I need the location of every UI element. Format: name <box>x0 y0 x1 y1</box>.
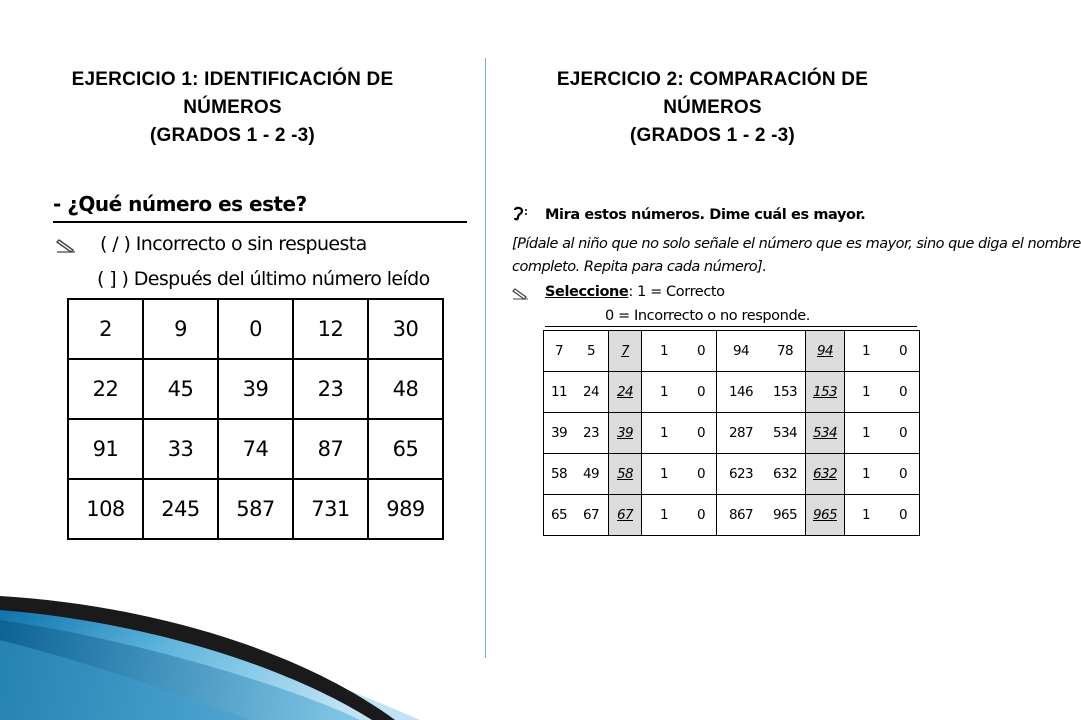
exercise2-select-legend <box>545 284 725 300</box>
exercise2-instruction-line1: [Pídale al niño que no solo señale el número que es mayor, sino que diga el nombre <box>512 236 1081 252</box>
number-cell: 91 <box>68 419 143 479</box>
number-cell: 9 <box>143 299 218 359</box>
table-cell: 623 <box>717 454 766 495</box>
number-cell: 12 <box>293 299 368 359</box>
select-option-correct: : 1 = Correcto <box>628 284 725 300</box>
table-cell: 287 <box>717 413 766 454</box>
table-cell: 153 <box>765 372 806 413</box>
table-cell: 146 <box>717 372 766 413</box>
pencil-icon <box>57 238 77 254</box>
table-row <box>68 359 443 419</box>
table-cell: 7 <box>544 331 575 372</box>
table-cell: 1 <box>642 495 687 536</box>
table-cell: 49 <box>574 454 609 495</box>
answer-cell: 24 <box>609 372 642 413</box>
table-cell: 1 <box>642 372 687 413</box>
table-cell: 94 <box>717 331 766 372</box>
table-cell: 5 <box>574 331 609 372</box>
table-cell: 867 <box>717 495 766 536</box>
answer-cell: 632 <box>806 454 845 495</box>
table-cell: 1 <box>642 331 687 372</box>
exercise1-title-line2: NÚMEROS <box>183 97 282 118</box>
number-cell: 48 <box>368 359 443 419</box>
exercise1-title-line3: (GRADOS 1 - 2 -3) <box>150 125 315 146</box>
table-row <box>544 495 920 536</box>
table-cell: 1 <box>642 454 687 495</box>
table-cell: 23 <box>574 413 609 454</box>
table-row <box>544 331 920 372</box>
select-rule <box>545 326 917 327</box>
number-cell: 65 <box>368 419 443 479</box>
table-cell: 632 <box>765 454 806 495</box>
table-row <box>68 419 443 479</box>
number-cell: 45 <box>143 359 218 419</box>
table-cell: 1 <box>642 413 687 454</box>
table-cell: 0 <box>887 413 920 454</box>
column-divider <box>485 58 486 658</box>
exercise2-instruction <box>512 233 1081 279</box>
answer-cell: 58 <box>609 454 642 495</box>
number-cell: 587 <box>218 479 293 539</box>
table-cell: 0 <box>887 495 920 536</box>
answer-cell: 39 <box>609 413 642 454</box>
answer-cell: 94 <box>806 331 845 372</box>
number-cell: 108 <box>68 479 143 539</box>
table-cell: 58 <box>544 454 575 495</box>
speaker-icon <box>513 207 531 223</box>
answer-cell: 7 <box>609 331 642 372</box>
table-cell: 1 <box>845 495 888 536</box>
number-cell: 22 <box>68 359 143 419</box>
select-option-incorrect: 0 = Incorrecto o no responde. <box>605 308 810 324</box>
table-cell: 0 <box>686 372 717 413</box>
table-row <box>544 372 920 413</box>
table-cell: 534 <box>765 413 806 454</box>
table-cell: 0 <box>686 454 717 495</box>
table-cell: 65 <box>544 495 575 536</box>
number-cell: 245 <box>143 479 218 539</box>
table-cell: 0 <box>887 331 920 372</box>
exercise1-question: - ¿Qué número es este? <box>53 192 307 216</box>
exercise1-note-last-read: ( ] ) Después del último número leído <box>97 268 430 290</box>
number-cell: 74 <box>218 419 293 479</box>
table-cell: 1 <box>845 331 888 372</box>
table-cell: 0 <box>887 372 920 413</box>
number-cell: 0 <box>218 299 293 359</box>
exercise2-instruction-line2: completo. Repita para cada número]. <box>512 259 767 275</box>
exercise1-title <box>20 66 445 150</box>
number-cell: 731 <box>293 479 368 539</box>
table-cell: 67 <box>574 495 609 536</box>
table-row <box>544 413 920 454</box>
table-cell: 78 <box>765 331 806 372</box>
number-cell: 2 <box>68 299 143 359</box>
number-cell: 23 <box>293 359 368 419</box>
number-cell: 30 <box>368 299 443 359</box>
pencil-icon <box>513 287 529 300</box>
answer-cell: 67 <box>609 495 642 536</box>
table-row <box>68 479 443 539</box>
table-cell: 1 <box>845 454 888 495</box>
exercise2-title-line1: EJERCICIO 2: COMPARACIÓN DE <box>556 69 869 90</box>
answer-cell: 965 <box>806 495 845 536</box>
table-cell: 0 <box>887 454 920 495</box>
exercise2-title-line2: NÚMEROS <box>663 97 762 118</box>
table-row <box>68 299 443 359</box>
table-cell: 0 <box>686 413 717 454</box>
select-label: Seleccione <box>545 284 629 300</box>
number-cell: 39 <box>218 359 293 419</box>
exercise1-title-line1: EJERCICIO 1: IDENTIFICACIÓN DE <box>71 69 394 90</box>
exercise1-note-incorrect: ( / ) Incorrecto o sin respuesta <box>100 233 367 255</box>
exercise2-title <box>500 66 925 150</box>
table-cell: 11 <box>544 372 575 413</box>
number-cell: 989 <box>368 479 443 539</box>
number-cell: 33 <box>143 419 218 479</box>
answer-cell: 153 <box>806 372 845 413</box>
answer-cell: 534 <box>806 413 845 454</box>
table-cell: 0 <box>686 495 717 536</box>
exercise2-title-line3: (GRADOS 1 - 2 -3) <box>630 125 795 146</box>
exercise2-question: Mira estos números. Dime cuál es mayor. <box>545 207 866 223</box>
table-row <box>544 454 920 495</box>
table-cell: 0 <box>686 331 717 372</box>
exercise2-comparison-table <box>543 330 920 536</box>
table-cell: 39 <box>544 413 575 454</box>
table-cell: 1 <box>845 372 888 413</box>
table-cell: 965 <box>765 495 806 536</box>
number-cell: 87 <box>293 419 368 479</box>
exercise1-question-rule <box>53 221 467 223</box>
table-cell: 24 <box>574 372 609 413</box>
exercise1-number-table <box>67 298 444 540</box>
table-cell: 1 <box>845 413 888 454</box>
